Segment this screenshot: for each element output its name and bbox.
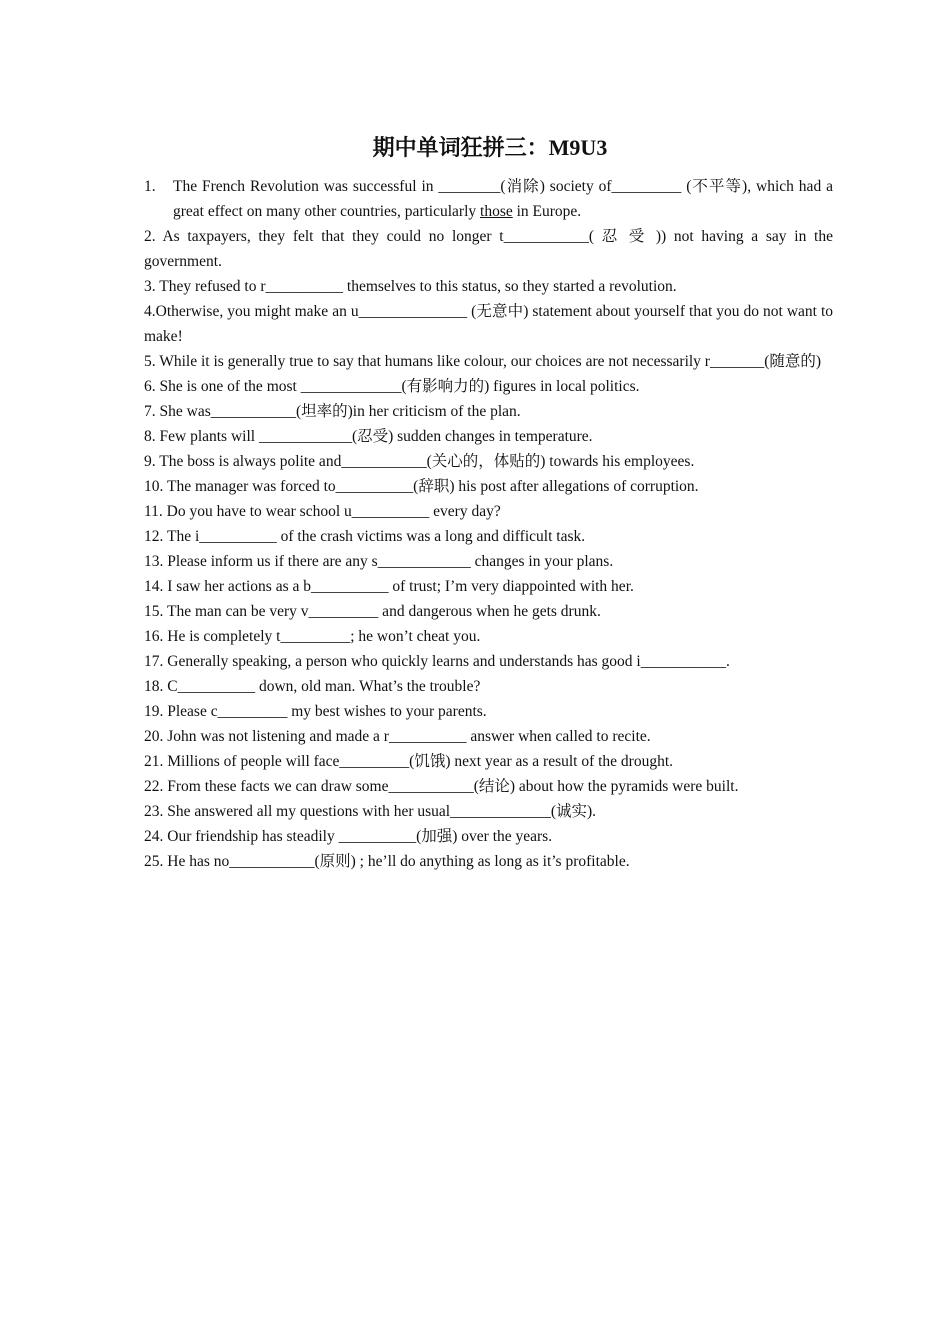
page-title: 期中单词狂拼三：M9U3 xyxy=(372,135,608,160)
question-1-text-before: The French Revolution was successful in ________(消除) society of_________ (不平等), which had a great effect on many other countries, particularly xyxy=(173,178,833,220)
question-24: 24. Our friendship has steadily __________(加强) over the years. xyxy=(144,828,553,845)
question-19: 19. Please c_________ my best wishes to your parents. xyxy=(144,703,487,720)
question-18: 18. C__________ down, old man. What’s the trouble? xyxy=(144,678,481,695)
question-13: 13. Please inform us if there are any s____________ changes in your plans. xyxy=(144,553,614,570)
question-8: 8. Few plants will ____________(忍受) sudden changes in temperature. xyxy=(144,428,593,445)
question-21: 21. Millions of people will face_________(饥饿) next year as a result of the drought. xyxy=(144,753,674,770)
question-4: 4.Otherwise, you might make an u______________ (无意中) statement about yourself that you do not want to make! xyxy=(144,303,833,345)
question-23: 23. She answered all my questions with her usual_____________(诚实). xyxy=(144,803,597,820)
question-list xyxy=(144,174,833,874)
question-25: 25. He has no___________(原则) ; he’ll do anything as long as it’s profitable. xyxy=(144,853,630,870)
question-20: 20. John was not listening and made a r__________ answer when called to recite. xyxy=(144,728,651,745)
question-1-text-after: in Europe. xyxy=(512,203,582,220)
question-7: 7. She was___________(坦率的)in her criticism of the plan. xyxy=(144,403,521,420)
question-15: 15. The man can be very v_________ and dangerous when he gets drunk. xyxy=(144,603,601,620)
question-14: 14. I saw her actions as a b__________ of trust; I’m very diappointed with her. xyxy=(144,578,634,595)
question-1-number: 1. xyxy=(144,178,156,195)
question-17: 17. Generally speaking, a person who quickly learns and understands has good i___________. xyxy=(144,653,730,670)
question-22: 22. From these facts we can draw some___________(结论) about how the pyramids were built. xyxy=(144,778,739,795)
question-10: 10. The manager was forced to__________(辞职) his post after allegations of corruption. xyxy=(144,478,699,495)
question-2: 2. As taxpayers, they felt that they could no longer t___________( 忍 受 )) not having a say in the government. xyxy=(144,228,833,270)
question-3: 3. They refused to r__________ themselves to this status, so they started a revolution. xyxy=(144,278,677,295)
question-6: 6. She is one of the most _____________(有影响力的) figures in local politics. xyxy=(144,378,640,395)
question-12: 12. The i__________ of the crash victims was a long and difficult task. xyxy=(144,528,586,545)
question-16: 16. He is completely t_________; he won’t cheat you. xyxy=(144,628,481,645)
question-1 xyxy=(144,174,833,224)
question-5: 5. While it is generally true to say that humans like colour, our choices are not necessarily r_______(随意的) xyxy=(144,353,822,370)
question-1-underlined-word: those xyxy=(480,203,513,220)
question-9: 9. The boss is always polite and___________(关心的，体贴的) towards his employees. xyxy=(144,453,695,470)
question-11: 11. Do you have to wear school u__________ every day? xyxy=(144,503,501,520)
